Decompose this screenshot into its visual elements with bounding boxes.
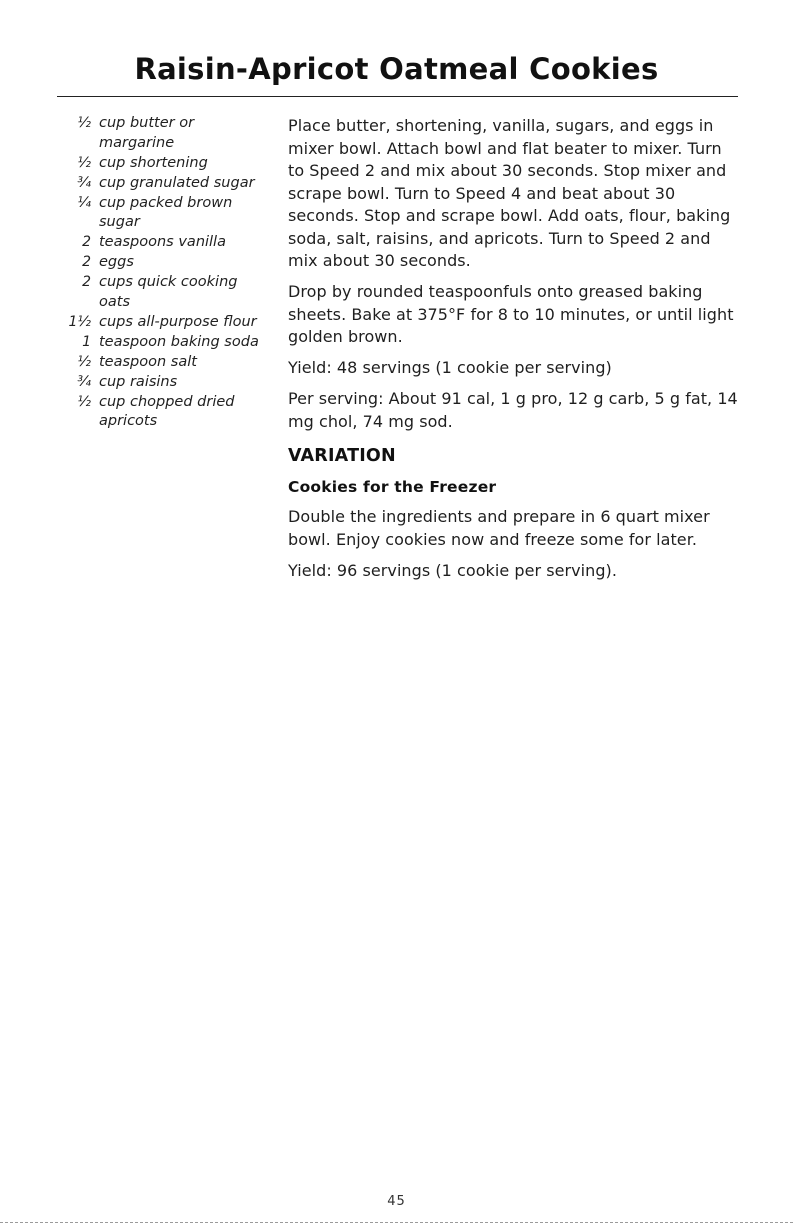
ingredient-quantity: 1 bbox=[82, 333, 91, 350]
ingredient-quantity: ½ bbox=[77, 115, 91, 131]
method-step-mix: Place butter, shortening, vanilla, sugars, and eggs in mixer bowl. Attach bowl and flat beater to mixer. Turn to Speed 2 and mix about 30 seconds. Stop mixer and scrape bowl. Turn to Speed 4 and beat about 30 seconds. Stop and scrape bowl. Add oats, flour, baking soda, salt, raisins, and apricots. Turn to Speed 2 and mix about 30 seconds. bbox=[288, 116, 731, 270]
ingredient-text: cup shortening bbox=[99, 154, 208, 171]
page-number: 45 bbox=[387, 1194, 406, 1209]
ingredient-text: cups all-purpose flour bbox=[99, 313, 257, 330]
ingredient-text: teaspoon baking soda bbox=[99, 333, 259, 350]
variation-subheading: Cookies for the Freezer bbox=[288, 477, 497, 496]
ingredient-text: cup granulated sugar bbox=[99, 174, 255, 191]
ingredient-item bbox=[57, 333, 277, 353]
ingredient-item bbox=[57, 353, 277, 373]
title-divider bbox=[57, 96, 738, 97]
ingredient-quantity: 2 bbox=[82, 274, 91, 290]
ingredient-quantity: 2 bbox=[82, 254, 91, 270]
ingredient-quantity: ¾ bbox=[77, 373, 91, 390]
ingredient-text: cup chopped dried apricots bbox=[99, 393, 235, 429]
ingredient-quantity: 2 bbox=[82, 234, 91, 250]
ingredient-item bbox=[57, 194, 277, 233]
ingredient-text: cup raisins bbox=[99, 373, 178, 390]
nutrition-text: Per serving: About 91 cal, 1 g pro, 12 g carb, 5 g fat, 14 mg chol, 74 mg sod. bbox=[288, 389, 738, 431]
ingredient-item bbox=[57, 373, 277, 393]
ingredient-text: cup packed brown sugar bbox=[99, 194, 233, 230]
ingredient-text: teaspoon salt bbox=[99, 353, 197, 370]
ingredient-list bbox=[57, 114, 277, 432]
ingredient-item bbox=[57, 233, 277, 253]
variation-text: Double the ingredients and prepare in 6 quart mixer bowl. Enjoy cookies now and freeze some for later. bbox=[288, 507, 710, 549]
ingredient-quantity: 1½ bbox=[68, 313, 91, 330]
ingredient-text: teaspoons vanilla bbox=[99, 234, 226, 250]
ingredient-quantity: ½ bbox=[77, 393, 91, 410]
variation-yield: Yield: 96 servings (1 cookie per serving). bbox=[288, 560, 617, 580]
ingredient-quantity: ½ bbox=[77, 154, 91, 171]
ingredient-item bbox=[57, 154, 277, 174]
page-title: Raisin-Apricot Oatmeal Cookies bbox=[134, 52, 659, 86]
ingredient-item bbox=[57, 114, 277, 153]
ingredient-item bbox=[57, 174, 277, 194]
ingredient-quantity: ½ bbox=[77, 353, 91, 370]
yield-text: Yield: 48 servings (1 cookie per serving) bbox=[288, 358, 612, 377]
ingredient-item bbox=[57, 313, 277, 333]
method-step-bake: Drop by rounded teaspoonfuls onto greased baking sheets. Bake at 375°F for 8 to 10 minutes, or until light golden brown. bbox=[288, 282, 734, 346]
ingredient-item bbox=[57, 393, 277, 432]
ingredient-item bbox=[57, 253, 277, 273]
ingredient-quantity: ¼ bbox=[77, 194, 91, 211]
ingredient-quantity: ¾ bbox=[77, 174, 91, 191]
ingredient-text: cups quick cooking oats bbox=[99, 274, 238, 310]
page-edge-line bbox=[0, 1222, 793, 1223]
ingredient-item bbox=[57, 273, 277, 312]
recipe-method bbox=[288, 115, 738, 591]
ingredient-text: cup butter or margarine bbox=[99, 115, 195, 151]
variation-heading: VARIATION bbox=[288, 446, 396, 466]
ingredient-text: eggs bbox=[99, 254, 134, 270]
